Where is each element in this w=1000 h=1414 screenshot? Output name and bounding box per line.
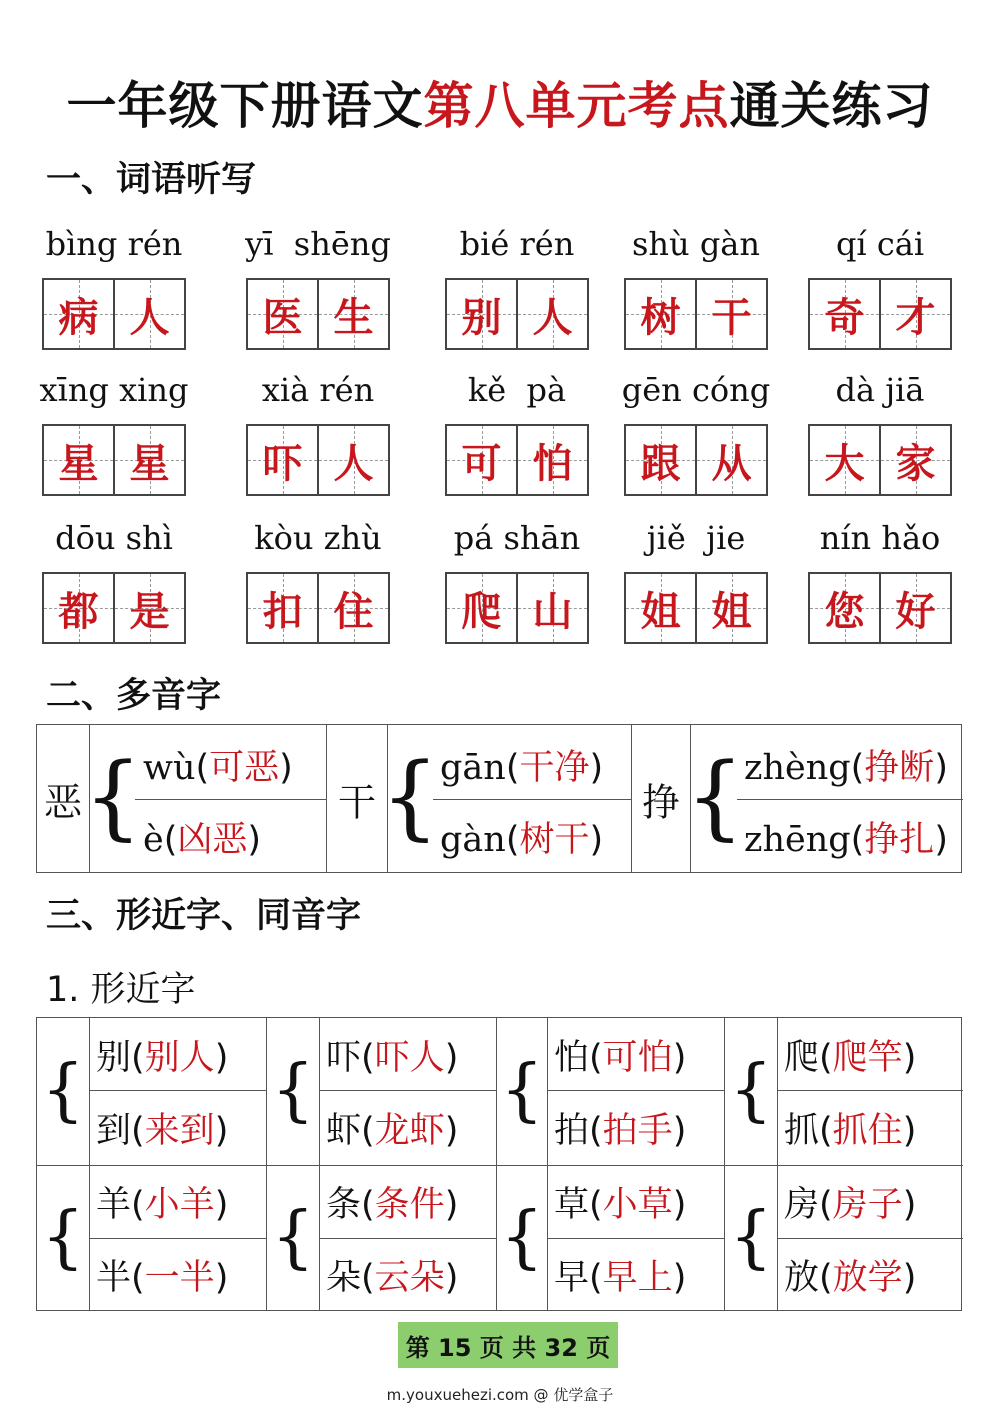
dictation-item <box>445 518 589 644</box>
reading-pinyin: zhèng <box>744 748 851 788</box>
dictation-pinyin: gēn cóng <box>621 371 771 409</box>
brace-icon: { <box>500 1198 544 1277</box>
reading-word: 树干 <box>519 820 590 860</box>
similar-char-entry <box>96 1030 228 1080</box>
paren: ) <box>902 1038 917 1078</box>
dictation-item <box>624 224 768 350</box>
writing-grid <box>42 424 186 496</box>
section-heading-polyphones: 二、多音字 <box>46 676 222 716</box>
paren: ) <box>279 748 293 788</box>
paren: ) <box>444 1185 459 1225</box>
site-watermark: m.youxuehezi.com @ 优学盒子 <box>386 1386 614 1404</box>
paren: ) <box>902 1185 917 1225</box>
paren: ( <box>195 748 210 788</box>
brace-icon: { <box>685 743 745 850</box>
title-part1: 一年级下册语文 <box>66 77 424 135</box>
similar-word: 龙虾 <box>374 1111 445 1151</box>
paren: ( <box>505 820 520 860</box>
reading-pinyin: zhēng <box>744 820 851 860</box>
dictation-pinyin: nín hǎo <box>819 519 941 557</box>
similar-char-entry <box>96 1177 228 1227</box>
similar-char-entry <box>96 1103 228 1153</box>
answer-char: 可 <box>461 440 502 487</box>
brace-icon: { <box>500 1051 544 1130</box>
paren: ) <box>589 748 604 788</box>
writing-grid <box>808 424 952 496</box>
brace-icon: { <box>41 1198 85 1277</box>
similar-char-entry <box>784 1177 916 1227</box>
similar-char-entry <box>554 1250 686 1300</box>
reading-word: 挣扎 <box>864 820 935 860</box>
table-divider <box>547 1018 548 1310</box>
grid-cell <box>810 574 879 642</box>
table-divider <box>319 1090 496 1091</box>
paren: ) <box>902 1111 917 1151</box>
grid-cell <box>626 574 695 642</box>
title-part3: 通关练习 <box>729 77 934 135</box>
similar-word: 吓人 <box>374 1038 445 1078</box>
grid-cell <box>695 280 766 348</box>
paren: ( <box>131 1185 145 1225</box>
grid-cell <box>447 426 516 494</box>
similar-char-entry <box>326 1177 458 1227</box>
reading-word: 可恶 <box>209 748 280 788</box>
grid-cell <box>516 280 587 348</box>
similar-char: 虾 <box>326 1111 362 1151</box>
dictation-pinyin: xià rén <box>261 371 375 409</box>
grid-cell <box>44 574 113 642</box>
grid-cell <box>626 426 695 494</box>
paren: ( <box>361 1111 375 1151</box>
similar-word: 放学 <box>832 1258 903 1298</box>
answer-char: 才 <box>895 294 936 341</box>
grid-cell <box>113 426 184 494</box>
dictation-pinyin: bié rén <box>459 225 575 263</box>
answer-char: 姐 <box>711 588 752 635</box>
similar-char: 怕 <box>554 1038 590 1078</box>
paren: ) <box>672 1111 687 1151</box>
writing-grid <box>246 424 390 496</box>
dictation-item <box>621 370 771 496</box>
dictation-item <box>445 370 589 496</box>
grid-cell <box>810 280 879 348</box>
grid-cell <box>695 574 766 642</box>
dictation-pinyin: shù gàn <box>632 225 760 263</box>
polyphone-reading <box>143 740 293 790</box>
reading-pinyin: è <box>143 820 164 860</box>
paren: ) <box>444 1111 459 1151</box>
answer-char: 好 <box>895 588 936 635</box>
polyphone-reading <box>744 812 948 862</box>
answer-char: 干 <box>711 294 752 341</box>
answer-char: 怕 <box>532 440 573 487</box>
answer-char: 您 <box>824 588 865 635</box>
similar-char: 爬 <box>784 1038 820 1078</box>
answer-char: 星 <box>58 440 99 487</box>
similar-char: 房 <box>784 1185 820 1225</box>
paren: ( <box>589 1038 603 1078</box>
paren: ) <box>672 1258 687 1298</box>
grid-cell <box>695 426 766 494</box>
table-divider <box>89 1090 266 1091</box>
grid-cell <box>248 574 317 642</box>
similar-char: 放 <box>784 1258 820 1298</box>
table-divider <box>433 799 631 800</box>
dictation-pinyin: bìng rén <box>45 225 183 263</box>
brace-icon: { <box>41 1051 85 1130</box>
grid-cell <box>879 426 950 494</box>
paren: ) <box>934 748 948 788</box>
grid-cell <box>516 426 587 494</box>
dictation-item <box>246 518 390 644</box>
answer-char: 医 <box>262 294 303 341</box>
table-divider <box>547 1090 724 1091</box>
table-divider <box>496 1018 497 1310</box>
paren: ) <box>214 1111 229 1151</box>
similar-char-entry <box>326 1030 458 1080</box>
similar-word: 早上 <box>602 1258 673 1298</box>
similar-char: 到 <box>96 1111 132 1151</box>
section-heading-dictation: 一、词语听写 <box>46 160 257 200</box>
dictation-item <box>624 518 768 644</box>
grid-cell <box>879 574 950 642</box>
brace-icon: { <box>271 1051 315 1130</box>
paren: ) <box>672 1185 687 1225</box>
answer-char: 星 <box>129 440 170 487</box>
writing-grid <box>246 572 390 644</box>
writing-grid <box>624 278 768 350</box>
grid-cell <box>447 280 516 348</box>
reading-pinyin: gān <box>440 748 506 788</box>
brace-icon: { <box>83 743 143 850</box>
polyphone-reading <box>440 740 603 790</box>
section-heading-similar: 三、形近字、同音字 <box>46 896 362 936</box>
writing-grid <box>445 424 589 496</box>
dictation-pinyin: pá shān <box>453 519 581 557</box>
paren: ) <box>214 1258 229 1298</box>
polyphone-table <box>36 724 962 873</box>
similar-char: 吓 <box>326 1038 362 1078</box>
dictation-item <box>246 224 390 350</box>
similar-word: 抓住 <box>832 1111 903 1151</box>
table-divider <box>326 725 327 872</box>
paren: ) <box>214 1038 229 1078</box>
reading-pinyin: wù <box>143 748 196 788</box>
page-title <box>0 66 1000 138</box>
writing-grid <box>624 572 768 644</box>
paren: ) <box>589 820 604 860</box>
paren: ( <box>361 1185 375 1225</box>
similar-chars-table <box>36 1017 962 1311</box>
dictation-item <box>808 370 952 496</box>
paren: ( <box>131 1258 145 1298</box>
answer-char: 人 <box>333 440 374 487</box>
dictation-pinyin: dōu shì <box>55 519 173 557</box>
answer-char: 病 <box>58 294 99 341</box>
similar-char: 抓 <box>784 1111 820 1151</box>
similar-char-entry <box>784 1030 916 1080</box>
grid-cell <box>317 280 388 348</box>
paren: ( <box>361 1038 375 1078</box>
writing-grid <box>808 278 952 350</box>
reading-word: 干净 <box>519 748 590 788</box>
similar-char: 朵 <box>326 1258 362 1298</box>
similar-word: 房子 <box>832 1185 903 1225</box>
answer-char: 跟 <box>640 440 681 487</box>
writing-grid <box>42 278 186 350</box>
reading-pinyin: gàn <box>440 820 506 860</box>
polyphone-reading <box>143 812 261 862</box>
grid-cell <box>447 574 516 642</box>
similar-char: 草 <box>554 1185 590 1225</box>
polyphone-char: 挣 <box>641 780 681 825</box>
similar-char: 羊 <box>96 1185 132 1225</box>
writing-grid <box>808 572 952 644</box>
grid-cell <box>317 574 388 642</box>
paren: ( <box>505 748 520 788</box>
answer-char: 扣 <box>262 588 303 635</box>
paren: ( <box>131 1038 145 1078</box>
title-part2: 第八单元考点 <box>423 77 730 135</box>
reading-word: 挣断 <box>864 748 935 788</box>
grid-cell <box>626 280 695 348</box>
polyphone-reading <box>744 740 948 790</box>
answer-char: 从 <box>711 440 752 487</box>
polyphone-char: 干 <box>337 780 377 825</box>
grid-cell <box>44 280 113 348</box>
paren: ) <box>902 1258 917 1298</box>
dictation-item <box>42 224 186 350</box>
dictation-item <box>445 224 589 350</box>
table-divider <box>37 1165 963 1166</box>
answer-char: 树 <box>640 294 681 341</box>
writing-grid <box>445 572 589 644</box>
table-divider <box>777 1090 963 1091</box>
brace-icon: { <box>729 1198 773 1277</box>
dictation-pinyin: qí cái <box>835 225 925 263</box>
answer-char: 大 <box>824 440 865 487</box>
similar-word: 云朵 <box>374 1258 445 1298</box>
table-divider <box>777 1238 963 1239</box>
similar-char-entry <box>784 1103 916 1153</box>
similar-word: 拍手 <box>602 1111 673 1151</box>
dictation-pinyin: kòu zhù <box>254 519 382 557</box>
similar-char-entry <box>326 1250 458 1300</box>
answer-char: 人 <box>129 294 170 341</box>
paren: ( <box>131 1111 145 1151</box>
dictation-item <box>39 370 189 496</box>
dictation-pinyin: jiě jie <box>646 519 746 557</box>
dictation-item <box>808 518 952 644</box>
table-divider <box>777 1018 778 1310</box>
table-divider <box>319 1238 496 1239</box>
similar-char-entry <box>326 1103 458 1153</box>
table-divider <box>89 1238 266 1239</box>
grid-cell <box>317 426 388 494</box>
table-divider <box>319 1018 320 1310</box>
similar-char: 拍 <box>554 1111 590 1151</box>
paren: ( <box>850 820 865 860</box>
dictation-item <box>808 224 952 350</box>
similar-word: 小羊 <box>144 1185 215 1225</box>
paren: ( <box>850 748 865 788</box>
answer-char: 吓 <box>262 440 303 487</box>
similar-char-entry <box>96 1250 228 1300</box>
similar-word: 来到 <box>144 1111 215 1151</box>
answer-char: 别 <box>461 294 502 341</box>
similar-word: 爬竿 <box>832 1038 903 1078</box>
grid-cell <box>248 280 317 348</box>
subsection-heading-similar-shape: 1. 形近字 <box>46 970 196 1010</box>
paren: ( <box>163 820 178 860</box>
answer-char: 是 <box>129 588 170 635</box>
brace-icon: { <box>729 1051 773 1130</box>
answer-char: 生 <box>333 294 374 341</box>
answer-char: 住 <box>333 588 374 635</box>
table-divider <box>266 1018 267 1310</box>
paren: ( <box>819 1185 833 1225</box>
paren: ) <box>444 1258 459 1298</box>
grid-cell <box>113 280 184 348</box>
paren: ( <box>819 1258 833 1298</box>
similar-char: 半 <box>96 1258 132 1298</box>
writing-grid <box>246 278 390 350</box>
grid-cell <box>879 280 950 348</box>
writing-grid <box>445 278 589 350</box>
paren: ( <box>589 1185 603 1225</box>
table-divider <box>724 1018 725 1310</box>
dictation-pinyin: kě pà <box>467 371 567 409</box>
page-number-badge: 第 15 页 共 32 页 <box>398 1322 618 1368</box>
paren: ) <box>934 820 948 860</box>
dictation-pinyin: dà jiā <box>835 371 925 409</box>
paren: ( <box>819 1111 833 1151</box>
dictation-item <box>246 370 390 496</box>
paren: ) <box>247 820 262 860</box>
table-divider <box>547 1238 724 1239</box>
paren: ) <box>672 1038 687 1078</box>
similar-word: 一半 <box>144 1258 215 1298</box>
brace-icon: { <box>271 1198 315 1277</box>
similar-char: 条 <box>326 1185 362 1225</box>
answer-char: 人 <box>532 294 573 341</box>
paren: ( <box>819 1038 833 1078</box>
similar-char-entry <box>784 1250 916 1300</box>
similar-char: 别 <box>96 1038 132 1078</box>
paren: ) <box>444 1038 459 1078</box>
reading-word: 凶恶 <box>177 820 248 860</box>
similar-word: 条件 <box>374 1185 445 1225</box>
polyphone-reading <box>440 812 603 862</box>
table-divider <box>631 725 632 872</box>
answer-char: 姐 <box>640 588 681 635</box>
table-divider <box>89 1018 90 1310</box>
grid-cell <box>516 574 587 642</box>
similar-word: 可怕 <box>602 1038 673 1078</box>
dictation-item <box>42 518 186 644</box>
similar-char-entry <box>554 1030 686 1080</box>
similar-word: 别人 <box>144 1038 215 1078</box>
table-divider <box>135 799 326 800</box>
similar-char: 早 <box>554 1258 590 1298</box>
answer-char: 奇 <box>824 294 865 341</box>
similar-word: 小草 <box>602 1185 673 1225</box>
paren: ) <box>214 1185 229 1225</box>
grid-cell <box>810 426 879 494</box>
dictation-pinyin: yī shēng <box>245 225 391 263</box>
brace-icon: { <box>380 743 440 850</box>
dictation-pinyin: xīng xing <box>39 371 189 409</box>
grid-cell <box>44 426 113 494</box>
answer-char: 爬 <box>461 588 502 635</box>
writing-grid <box>624 424 768 496</box>
paren: ( <box>589 1258 603 1298</box>
similar-char-entry <box>554 1177 686 1227</box>
writing-grid <box>42 572 186 644</box>
paren: ( <box>589 1111 603 1151</box>
answer-char: 都 <box>58 588 99 635</box>
answer-char: 家 <box>895 440 936 487</box>
grid-cell <box>113 574 184 642</box>
grid-cell <box>248 426 317 494</box>
answer-char: 山 <box>532 588 573 635</box>
table-divider <box>737 799 963 800</box>
similar-char-entry <box>554 1103 686 1153</box>
paren: ( <box>361 1258 375 1298</box>
polyphone-char: 恶 <box>43 780 83 825</box>
